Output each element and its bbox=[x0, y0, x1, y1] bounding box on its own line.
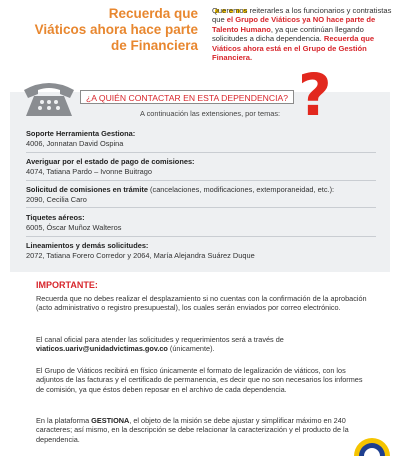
contact-item bbox=[26, 129, 386, 149]
intro-text bbox=[212, 6, 394, 62]
divider bbox=[26, 207, 376, 208]
contact-item-detail: 4006, Jonnatan David Ospina bbox=[26, 139, 124, 148]
p4-bold: GESTIONA bbox=[91, 416, 130, 425]
contact-heading: ¿A QUIÉN CONTACTAR EN ESTA DEPENDENCIA? bbox=[80, 90, 294, 104]
decorative-dots bbox=[215, 0, 265, 4]
intro-part-1: Queremos reiterarles a los funcionarios y contratistas que bbox=[212, 6, 392, 25]
p4-text: En la plataforma bbox=[36, 416, 92, 425]
telephone-icon bbox=[20, 76, 78, 120]
contact-item-detail: 2090, Cecilia Caro bbox=[26, 195, 87, 204]
contact-subtitle: A continuación las extensiones, por temas: bbox=[140, 109, 281, 118]
divider bbox=[26, 236, 376, 237]
divider bbox=[26, 152, 376, 153]
important-paragraph-1: Recuerda que no debes realizar el desplazamiento si no cuentas con la confirmación de la aprobación (acto administrativo o registro presupuestal), los cuales serán enviados por correo electrónico. bbox=[36, 294, 367, 313]
contact-item-detail: 4074, Tatiana Pardo – Ivonne Buitrago bbox=[26, 167, 153, 176]
contact-item bbox=[26, 185, 386, 205]
important-heading: IMPORTANTE: bbox=[36, 280, 98, 290]
email-link[interactable]: viaticos.uariv@unidadvictimas.gov.co bbox=[36, 344, 168, 354]
question-mark-icon: ? bbox=[298, 61, 332, 129]
title-line-1: Recuerda que bbox=[108, 6, 198, 21]
important-paragraph-2 bbox=[36, 335, 371, 354]
contact-item bbox=[26, 241, 386, 261]
important-paragraph-4 bbox=[36, 416, 371, 444]
page-title bbox=[22, 6, 198, 54]
p2-text-end: (únicamente). bbox=[167, 344, 215, 354]
contact-item-heading: Solicitud de comisiones en trámite bbox=[26, 185, 148, 194]
contact-item-heading: Tiquetes aéreos: bbox=[26, 213, 85, 222]
contact-item-detail: 2072, Tatiana Forero Corredor y 2064, María Alejandra Suárez Duque bbox=[26, 251, 255, 260]
p4-text-end: , el objeto de la misión se debe ajustar y simplificar máximo en 240 caracteres; así mismo, en la descripción se debe relacionar la caracterización y el producto de la dependencia. bbox=[36, 416, 349, 444]
contact-item-heading: Lineamientos y demás solicitudes: bbox=[26, 241, 149, 250]
important-paragraph-3: El Grupo de Viáticos recibirá en físico únicamente el formato de legalización de viáticos, con los adjuntos de las facturas y el certificado de permanencia, es decir que no son necesarios los informes de comisión, ya que éstos deben reposar en el archivo de cada dependencia. bbox=[36, 366, 363, 394]
contact-item-heading: Soporte Herramienta Gestiona: bbox=[26, 129, 136, 138]
p2-text: El canal oficial para atender las solicitudes y requerimientos será a través de bbox=[36, 335, 284, 344]
intro-highlight-2: Recuerda que Viáticos ahora está en el Grupo de Gestión Financiera. bbox=[212, 34, 375, 63]
title-line-3: de Financiera bbox=[110, 38, 198, 53]
institution-seal-icon bbox=[352, 436, 392, 456]
title-line-2: Viáticos ahora hace parte bbox=[34, 22, 198, 37]
intro-highlight-1: el Grupo de Viáticos ya NO hace parte de Talento Humano bbox=[212, 15, 376, 34]
divider bbox=[26, 180, 376, 181]
contact-item bbox=[26, 157, 386, 177]
intro-part-2: , ya que continúan llegando solicitudes a dicha dependencia. bbox=[212, 24, 364, 44]
contact-item bbox=[26, 213, 386, 233]
contact-item-heading: Averiguar por el estado de pago de comisiones: bbox=[26, 157, 195, 166]
contact-item-detail: 6005, Óscar Muñoz Walteros bbox=[26, 223, 122, 232]
contact-item-heading-extra: (cancelaciones, modificaciones, extemporaneidad, etc.): bbox=[147, 185, 335, 194]
